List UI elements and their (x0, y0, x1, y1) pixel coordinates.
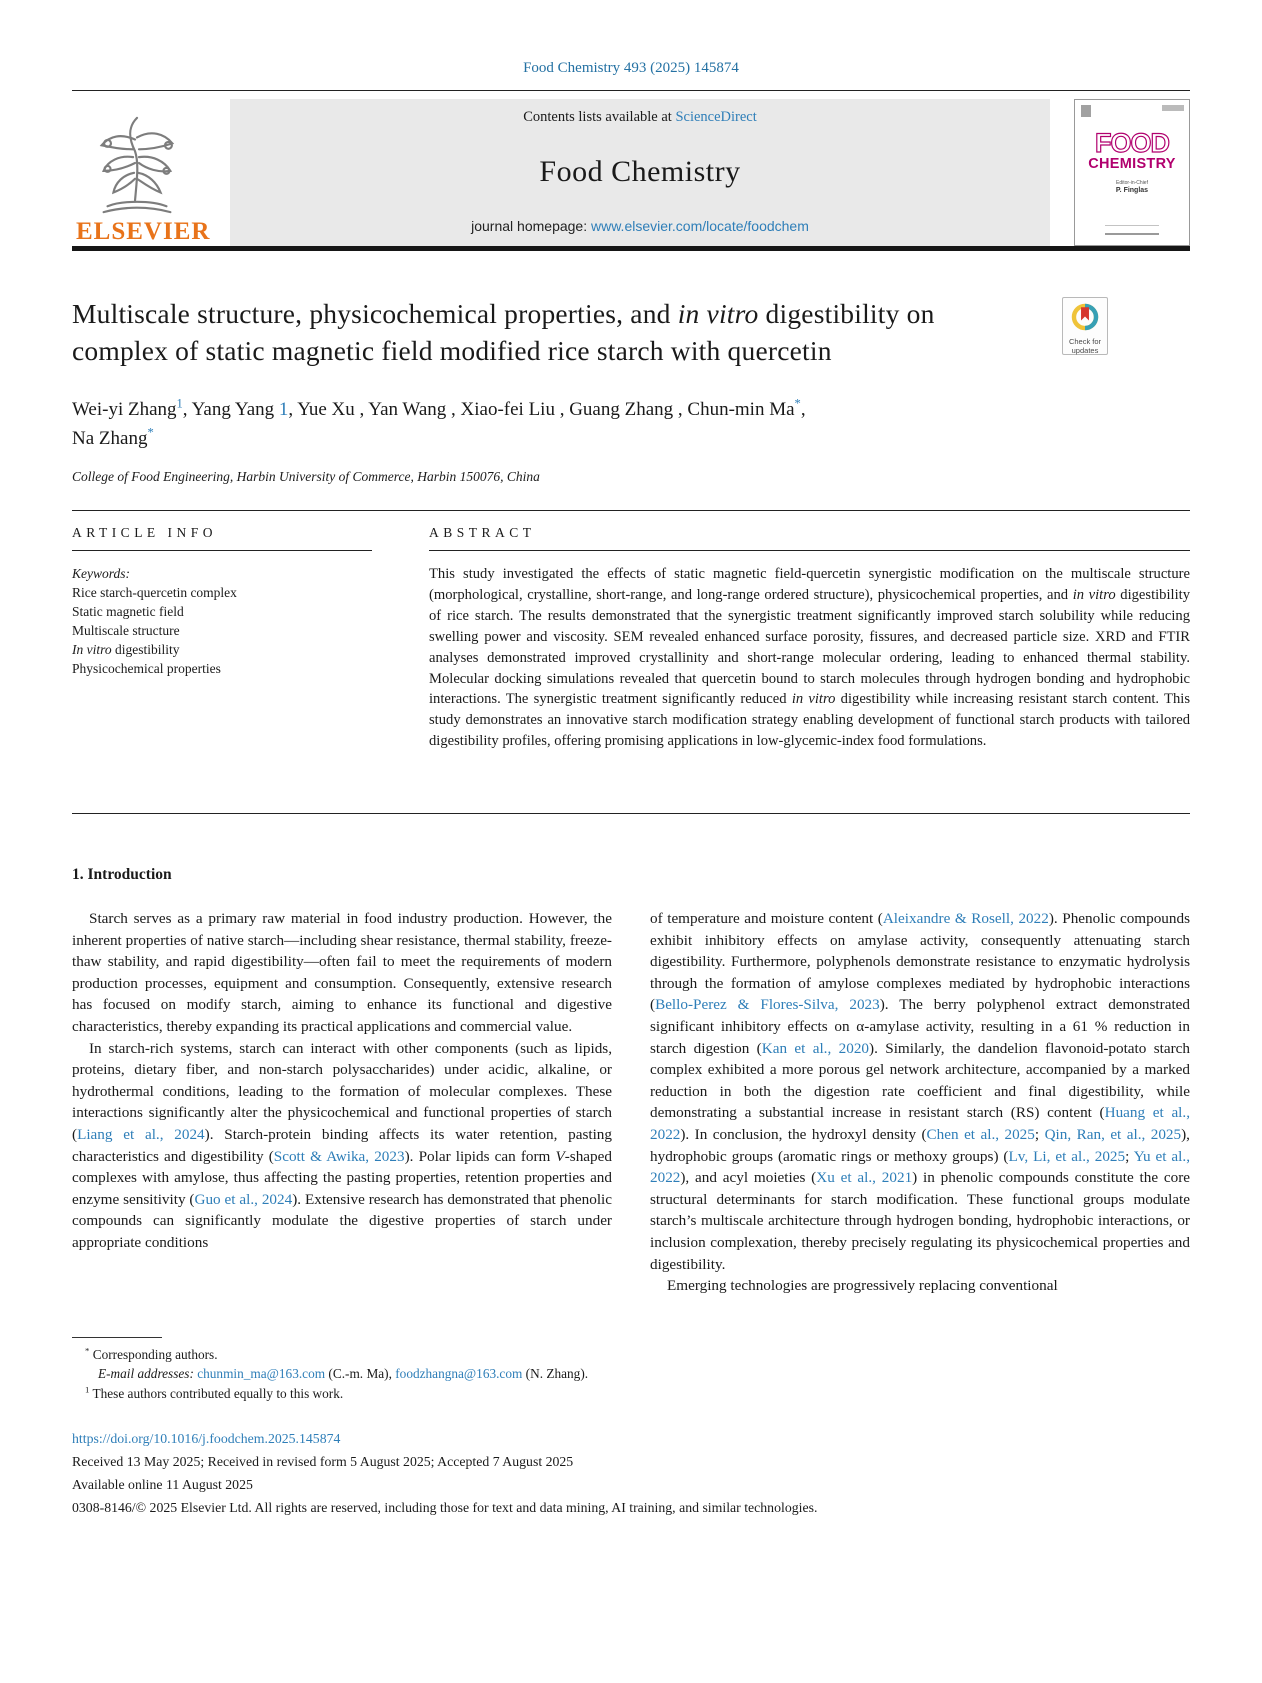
author-list (72, 395, 1190, 453)
text-segment: ) in phenolic compounds constitute the core structural determinants for starch modification. These functional groups modulate starch’s multiscale architecture through hydrogen bonding, hydrophobic interactions, or inclusion complexation, thereby precisely regulating its physicochemical properties and digestibility. (650, 1169, 1191, 1273)
journal-reference: Food Chemistry 493 (2025) 145874 (523, 60, 739, 76)
affiliation: College of Food Engineering, Harbin University of Commerce, Harbin 150076, China (72, 469, 540, 484)
article-title (72, 295, 1017, 369)
footnote-rule (72, 1337, 162, 1338)
article-footer (72, 1427, 1190, 1519)
keywords-list (72, 583, 372, 678)
text-link[interactable]: foodzhangna@163.com (395, 1366, 523, 1382)
text-segment: digestibility of rice starch. The results demonstrated that the synergistic treatment significantly improved starch solubility while reducing swelling power and viscosity. SEM revealed enhanced surface porosity, fissures, and decreased particle size. XRD and FTIR analyses demonstrated improved crystallinity and short-range molecular ordering, leading to enhanced thermal stability. Molecular docking simulations revealed that quercetin bound to starch molecules through hydrogen bonding and hydrophobic interactions. The synergistic treatment significantly reduced (429, 586, 1190, 708)
text-segment: ). Extensive research has demonstrated that phenolic compounds can significantly modulate the digestive properties of starch under appropriate conditions (72, 1190, 612, 1251)
journal-banner (230, 99, 1050, 246)
text-link[interactable]: Yu et al., 2022 (650, 1147, 1190, 1187)
top-rule (72, 90, 1190, 91)
text-segment: Emerging technologies are progressively replacing conventional (667, 1277, 1058, 1295)
text-segment: Physicochemical properties (72, 661, 221, 676)
text-segment: digestibility while increasing resistant starch content. This study demonstrates an innovative starch modification strategy enabling development of functional starch products with tailored digestibility profiles, offering promising applications in low-glycemic-index food formulations. (429, 691, 1191, 750)
cover-editor-label: Editor-in-Chief (1116, 180, 1148, 186)
abstract-text (429, 564, 1190, 752)
keywords-label: Keywords: (72, 566, 130, 581)
text-segment: V (555, 1147, 565, 1165)
text-segment: ). In conclusion, the hydroxyl density ( (680, 1125, 927, 1143)
keywords-block (72, 564, 372, 678)
contents-prefix: Contents lists available at (523, 109, 676, 125)
text-segment: Corresponding authors. (89, 1346, 218, 1362)
elsevier-wordmark: ELSEVIER (76, 218, 211, 245)
abstract-rule (429, 550, 1190, 551)
badge-label-line2: updates (1071, 345, 1099, 355)
received-dates: Received 13 May 2025; Received in revised form 5 August 2025; Accepted 7 August 2025 (72, 1454, 574, 1470)
text-segment: Rice starch-quercetin complex (72, 585, 237, 600)
text-link[interactable]: chunmin_ma@163.com (197, 1366, 326, 1382)
text-segment: Static magnetic field (72, 604, 184, 619)
text-link[interactable]: Aleixandre & Rosell, 2022 (882, 910, 1049, 927)
masthead-divider-bar (72, 246, 1190, 251)
sciencedirect-link[interactable]: ScienceDirect (675, 109, 757, 125)
text-segment: , Yue Xu , Yan Wang , Xiao-fei Liu , Guang Zhang , Chun-min Ma (288, 399, 795, 420)
text-segment: of temperature and moisture content ( (650, 910, 883, 927)
article-info-column (72, 525, 372, 813)
text-segment: , (800, 399, 806, 420)
text-segment: Wei-yi Zhang (72, 399, 177, 420)
article-info-heading: ARTICLE INFO (72, 525, 218, 540)
body-column-right (650, 908, 1190, 1297)
text-segment: In vitro (72, 642, 112, 657)
cover-title-food: FOOD (1095, 128, 1169, 158)
text-segment: -shaped complexes with amylose, thus affecting the pasting properties, retention properties and enzyme sensitivity ( (72, 1147, 612, 1208)
abstract-heading: ABSTRACT (429, 525, 536, 540)
doi-link[interactable]: https://doi.org/10.1016/j.foodchem.2025.145874 (72, 1431, 341, 1447)
text-segment: ). Polar lipids can form (404, 1147, 556, 1165)
text-link[interactable]: 1 (278, 399, 289, 420)
text-segment: ). Phenolic compounds exhibit inhibitory effects on amylase activity, consequently attenuating starch digestibility. Furthermore, polyphenols demonstrate resistance to enzymatic hydrolysis through the formation of amylose complexes mediated by hydrophobic interactions ( (650, 910, 1190, 1014)
keyword-item (72, 583, 372, 602)
text-link[interactable]: * (794, 396, 801, 411)
text-segment: in vitro (1072, 586, 1116, 603)
section-rule (72, 510, 1190, 511)
keyword-item (72, 659, 372, 678)
text-link[interactable]: Scott & Awika, 2023 (273, 1147, 405, 1165)
text-link[interactable]: Liang et al., 2024 (77, 1125, 205, 1143)
text-link[interactable]: Xu et al., 2021 (816, 1169, 913, 1187)
text-segment: Multiscale structure, physicochemical properties, and (72, 298, 678, 329)
check-for-updates-badge[interactable] (1062, 297, 1108, 355)
badge-label (1063, 338, 1107, 355)
body-paragraph (650, 908, 1190, 1275)
check-updates-icon (1070, 302, 1100, 332)
text-segment: ). Starch-protein binding affects its water retention, pasting characteristics and digestibility ( (72, 1125, 612, 1165)
article-info-rule (72, 550, 372, 551)
info-abstract-block (72, 525, 1190, 813)
text-segment: (N. Zhang). (522, 1366, 589, 1382)
body-column-left (72, 908, 612, 1297)
text-segment: These authors contributed equally to this work. (89, 1385, 344, 1401)
text-link[interactable]: Qin, Ran, et al., 2025 (1044, 1125, 1182, 1143)
text-link[interactable]: Lv, Li, et al., 2025 (1008, 1147, 1126, 1165)
masthead (72, 99, 1190, 246)
body-columns (72, 908, 1190, 1297)
text-segment: in vitro (677, 298, 759, 329)
cover-footer-mark (1105, 225, 1159, 235)
text-segment: , Yang Yang (182, 399, 279, 420)
text-segment: ). Similarly, the dandelion flavonoid-potato starch complex exhibited a more porous gel network architecture, accompanied by a marked reduction in both the digestion rate coefficient and final digestibility, while demonstrating a substantial increase in resistant starch (RS) content ( (650, 1039, 1190, 1122)
footnotes (72, 1337, 1190, 1404)
homepage-line (230, 218, 1050, 234)
cover-mini-logo (1081, 105, 1091, 117)
authors-line-2 (72, 424, 1190, 453)
text-segment: (C.-m. Ma), (325, 1366, 396, 1382)
text-link[interactable]: * (147, 425, 154, 440)
elsevier-tree-icon (78, 110, 196, 218)
text-link[interactable]: Guo et al., 2024 (194, 1190, 293, 1208)
abstract-column (429, 525, 1190, 813)
text-segment: 1 (85, 1384, 90, 1395)
text-link[interactable]: Bello-Perez & Flores-Silva, 2023 (655, 996, 880, 1014)
text-segment: Na Zhang (72, 428, 148, 449)
text-segment: Multiscale structure (72, 623, 180, 638)
text-segment: In starch-rich systems, starch can interact with other components (such as lipids, proteins, dietary fiber, and non-starch polysaccharides) under acidic, alkaline, or hydrothermal conditions, leading to the formation of molecular complexes. These interactions significantly alter the physicochemical and functional properties of starch ( (72, 1039, 612, 1143)
homepage-link[interactable]: www.elsevier.com/locate/foodchem (591, 218, 809, 234)
elsevier-logo[interactable] (72, 99, 230, 246)
journal-cover-thumbnail[interactable] (1074, 99, 1190, 246)
text-segment: E-mail addresses: (98, 1366, 194, 1382)
keyword-item (72, 640, 372, 659)
text-segment: ). The berry polyphenol extract demonstrated significant inhibitory effects on α-amylase activity, resulting in a 61 % reduction in starch digestion ( (650, 996, 1191, 1057)
text-segment: ), and acyl moieties ( (680, 1169, 817, 1187)
copyright-line: 0308-8146/© 2025 Elsevier Ltd. All rights are reserved, including those for text and data mining, AI training, and similar technologies. (72, 1500, 818, 1516)
text-segment: ; (1125, 1147, 1134, 1165)
cover-issn-mark (1162, 105, 1184, 111)
body-paragraph (72, 908, 612, 1038)
homepage-prefix: journal homepage: (471, 218, 591, 234)
introduction-heading: 1. Introduction (72, 866, 172, 883)
available-online: Available online 11 August 2025 (72, 1477, 253, 1493)
authors-line-1 (72, 395, 1190, 424)
footnote-equal-contribution (72, 1384, 1190, 1404)
text-link[interactable]: Kan et al., 2020 (761, 1039, 870, 1057)
text-link[interactable]: Chen et al., 2025 (926, 1125, 1035, 1143)
body-top-rule (72, 813, 1190, 814)
body-paragraph (72, 1038, 612, 1254)
text-segment: * (85, 1345, 90, 1356)
body-paragraph (650, 1275, 1190, 1297)
contents-line (230, 109, 1050, 126)
text-segment: digestibility on complex of static magnetic field modified rice starch with quercetin (72, 298, 935, 366)
keyword-item (72, 602, 372, 621)
text-link[interactable]: 1 (176, 396, 183, 411)
text-segment: ; (1034, 1125, 1045, 1143)
footnote-emails (72, 1364, 1190, 1384)
cover-title-chemistry: CHEMISTRY (1088, 156, 1176, 172)
journal-title: Food Chemistry (539, 155, 741, 188)
text-segment: in vitro (791, 691, 836, 708)
keyword-item (72, 621, 372, 640)
text-link[interactable]: Huang et al., 2022 (650, 1104, 1190, 1143)
text-segment: This study investigated the effects of static magnetic field-quercetin synergistic modification on the multiscale structure (morphological, crystalline, short-range, and long-range ordered structure), physicochemical properties, and (429, 566, 1190, 603)
text-segment: Starch serves as a primary raw material in food industry production. However, the inherent properties of native starch—including shear resistance, thermal stability, freeze-thaw stability, and rapid digestibility—often fail to meet the requirements of modern production processes, equipment and consumption. Consequently, extensive research has focused on modify starch, aiming to enhance its functional and digestive characteristics, thereby expanding its practical applications and commercial value. (72, 910, 612, 1035)
badge-label-line1: Check for (1068, 337, 1102, 346)
cover-editor-name: P. Finglas (1115, 187, 1149, 194)
title-section (72, 295, 1190, 369)
text-segment: digestibility (111, 642, 180, 657)
footnote-corresponding (72, 1345, 1190, 1365)
text-segment: ), hydrophobic groups (aromatic rings or methoxy groups) ( (650, 1125, 1190, 1165)
